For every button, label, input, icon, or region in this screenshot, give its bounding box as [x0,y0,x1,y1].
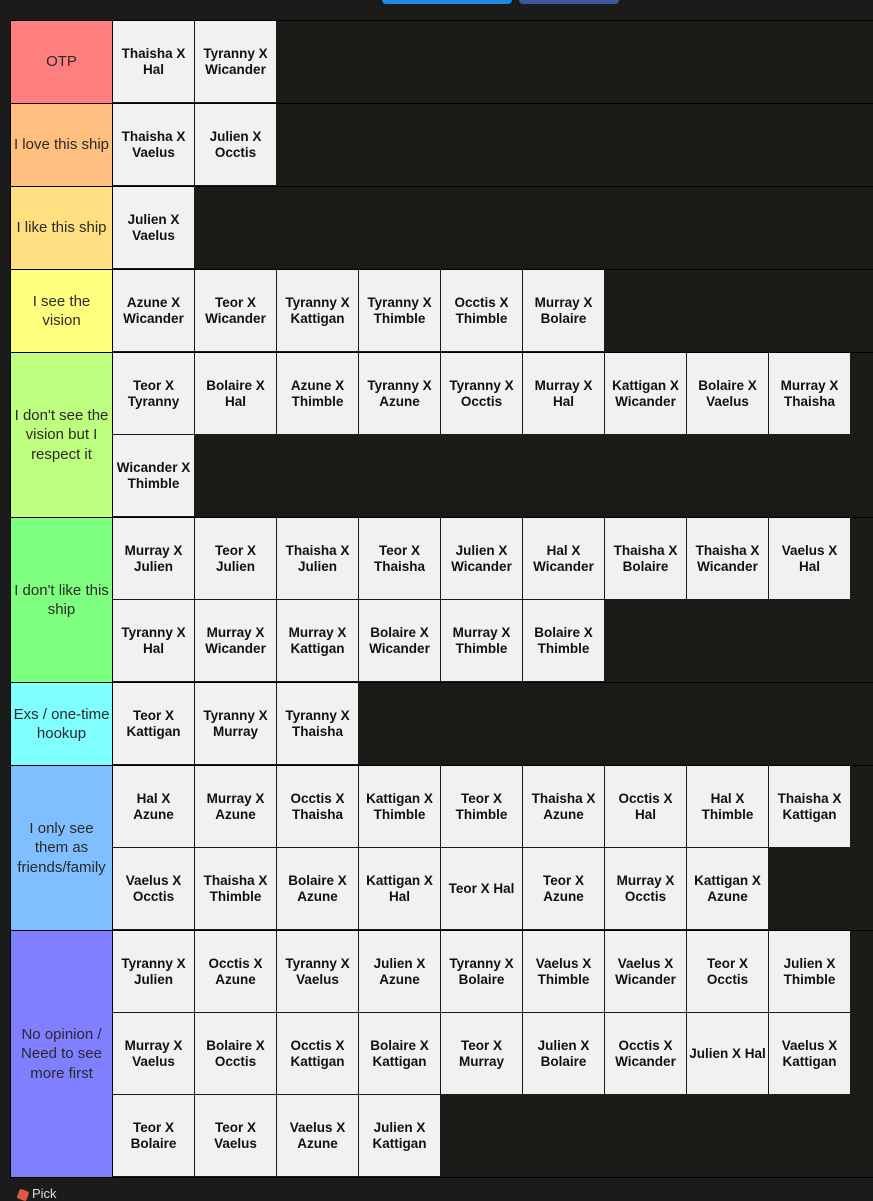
tier-item-card[interactable]: Teor X Thimble [441,766,522,847]
tier-items-dropzone[interactable] [113,931,873,1177]
tier-label[interactable]: I don't like this ship [11,518,113,682]
tier-label[interactable]: I like this ship [11,187,113,269]
tier-item-card[interactable]: Bolaire X Wicander [359,600,440,681]
tier-item-card[interactable]: Julien X Azune [359,931,440,1012]
tier-items-dropzone[interactable] [113,104,873,186]
pin-icon [17,1189,30,1201]
tier-item-card[interactable]: Julien X Occtis [195,104,276,185]
tier-row [11,270,873,353]
tier-item-card[interactable]: Occtis X Thimble [441,270,522,351]
tier-item-card[interactable]: Teor X Murray [441,1013,522,1094]
tier-item-card[interactable]: Murray X Vaelus [113,1013,194,1094]
tier-item-card[interactable]: Julien X Bolaire [523,1013,604,1094]
tier-item-card[interactable]: Vaelus X Kattigan [769,1013,850,1094]
tier-item-card[interactable]: Thaisha X Julien [277,518,358,599]
tier-item-card[interactable]: Murray X Julien [113,518,194,599]
tier-item-card[interactable]: Julien X Thimble [769,931,850,1012]
tier-item-card[interactable]: Thaisha X Wicander [687,518,768,599]
tier-item-card[interactable]: Thaisha X Kattigan [769,766,850,847]
top-toolbar [0,0,873,18]
tier-item-card[interactable]: Thaisha X Bolaire [605,518,686,599]
tier-item-card[interactable]: Julien X Vaelus [113,187,194,268]
tier-label[interactable]: I only see them as friends/family [11,766,113,930]
tier-label[interactable]: I love this ship [11,104,113,186]
tier-row [11,766,873,931]
tier-item-card[interactable]: Kattigan X Azune [687,848,768,929]
tier-item-card[interactable]: Hal X Azune [113,766,194,847]
tier-item-card[interactable]: Occtis X Wicander [605,1013,686,1094]
tier-label[interactable]: OTP [11,21,113,103]
tier-item-card[interactable]: Occtis X Azune [195,931,276,1012]
tier-item-card[interactable]: Tyranny X Murray [195,683,276,764]
tier-items-dropzone[interactable] [113,518,873,682]
tier-item-card[interactable]: Vaelus X Hal [769,518,850,599]
tier-items-dropzone[interactable] [113,766,873,930]
tier-row [11,104,873,187]
tier-item-card[interactable]: Julien X Wicander [441,518,522,599]
tier-row [11,518,873,683]
tier-item-card[interactable]: Hal X Wicander [523,518,604,599]
tier-item-card[interactable]: Murray X Azune [195,766,276,847]
tier-item-card[interactable]: Occtis X Kattigan [277,1013,358,1094]
tier-item-card[interactable]: Teor X Wicander [195,270,276,351]
tier-item-card[interactable]: Bolaire X Thimble [523,600,604,681]
tier-item-card[interactable]: Bolaire X Kattigan [359,1013,440,1094]
tier-row [11,187,873,270]
tier-item-card[interactable]: Thaisha X Thimble [195,848,276,929]
tier-item-card[interactable]: Thaisha X Vaelus [113,104,194,185]
tier-item-card[interactable]: Teor X Thaisha [359,518,440,599]
tier-item-card[interactable]: Murray X Hal [523,353,604,434]
tier-item-card[interactable]: Tyranny X Occtis [441,353,522,434]
tier-item-card[interactable]: Teor X Vaelus [195,1095,276,1176]
tier-item-card[interactable]: Teor X Julien [195,518,276,599]
tier-item-card[interactable]: Hal X Thimble [687,766,768,847]
tier-item-card[interactable]: Kattigan X Hal [359,848,440,929]
tier-item-card[interactable]: Vaelus X Thimble [523,931,604,1012]
tier-item-card[interactable]: Bolaire X Hal [195,353,276,434]
tier-item-card[interactable]: Vaelus X Azune [277,1095,358,1176]
tier-item-card[interactable]: Azune X Thimble [277,353,358,434]
tier-items-dropzone[interactable] [113,270,873,352]
tier-item-card[interactable]: Tyranny X Thimble [359,270,440,351]
tier-items-dropzone[interactable] [113,21,873,103]
tier-item-card[interactable]: Bolaire X Azune [277,848,358,929]
tier-label[interactable]: I see the vision [11,270,113,352]
tier-item-card[interactable]: Julien X Kattigan [359,1095,440,1176]
tier-item-card[interactable]: Teor X Hal [441,848,522,929]
tier-item-card[interactable]: Bolaire X Vaelus [687,353,768,434]
tier-items-dropzone[interactable] [113,353,873,517]
tier-item-card[interactable]: Teor X Bolaire [113,1095,194,1176]
tier-item-card[interactable]: Teor X Azune [523,848,604,929]
toolbar-button-primary[interactable] [382,0,512,4]
tier-row [11,21,873,104]
tier-item-card[interactable]: Julien X Hal [687,1013,768,1094]
tier-list [10,20,873,1178]
tier-item-card[interactable]: Tyranny X Thaisha [277,683,358,764]
tier-item-card[interactable]: Occtis X Thaisha [277,766,358,847]
tier-item-card[interactable]: Teor X Kattigan [113,683,194,764]
tier-items-dropzone[interactable] [113,683,873,765]
tier-item-card[interactable]: Azune X Wicander [113,270,194,351]
tier-label[interactable]: No opinion / Need to see more first [11,931,113,1177]
tier-item-card[interactable]: Tyranny X Kattigan [277,270,358,351]
tier-item-card[interactable]: Teor X Occtis [687,931,768,1012]
tier-items-dropzone[interactable] [113,187,873,269]
tier-item-card[interactable]: Thaisha X Azune [523,766,604,847]
footer-label: Pick [32,1186,57,1201]
tier-label[interactable]: I don't see the vision but I respect it [11,353,113,517]
toolbar-button-secondary[interactable] [519,0,619,4]
tier-item-card[interactable]: Thaisha X Hal [113,21,194,102]
tier-item-card[interactable]: Teor X Tyranny [113,353,194,434]
tier-item-card[interactable]: Kattigan X Wicander [605,353,686,434]
tier-row [11,683,873,766]
tier-item-card[interactable]: Occtis X Hal [605,766,686,847]
tier-row [11,353,873,518]
tier-item-card[interactable]: Murray X Thimble [441,600,522,681]
tier-item-card[interactable]: Murray X Wicander [195,600,276,681]
tier-item-card[interactable]: Tyranny X Wicander [195,21,276,102]
tier-item-card[interactable]: Murray X Kattigan [277,600,358,681]
tier-item-card[interactable]: Tyranny X Julien [113,931,194,1012]
tier-item-card[interactable]: Wicander X Thimble [113,435,194,516]
tier-item-card[interactable]: Murray X Thaisha [769,353,850,434]
tier-item-card[interactable]: Tyranny X Bolaire [441,931,522,1012]
tier-item-card[interactable]: Kattigan X Thimble [359,766,440,847]
tier-item-card[interactable]: Murray X Bolaire [523,270,604,351]
tier-item-card[interactable]: Murray X Occtis [605,848,686,929]
tier-item-card[interactable]: Bolaire X Occtis [195,1013,276,1094]
tier-item-card[interactable]: Tyranny X Hal [113,600,194,681]
tier-label[interactable]: Exs / one-time hookup [11,683,113,765]
tier-item-card[interactable]: Tyranny X Vaelus [277,931,358,1012]
footer [18,1188,418,1200]
tier-row [11,931,873,1178]
tier-item-card[interactable]: Tyranny X Azune [359,353,440,434]
tier-item-card[interactable]: Vaelus X Occtis [113,848,194,929]
tier-item-card[interactable]: Vaelus X Wicander [605,931,686,1012]
